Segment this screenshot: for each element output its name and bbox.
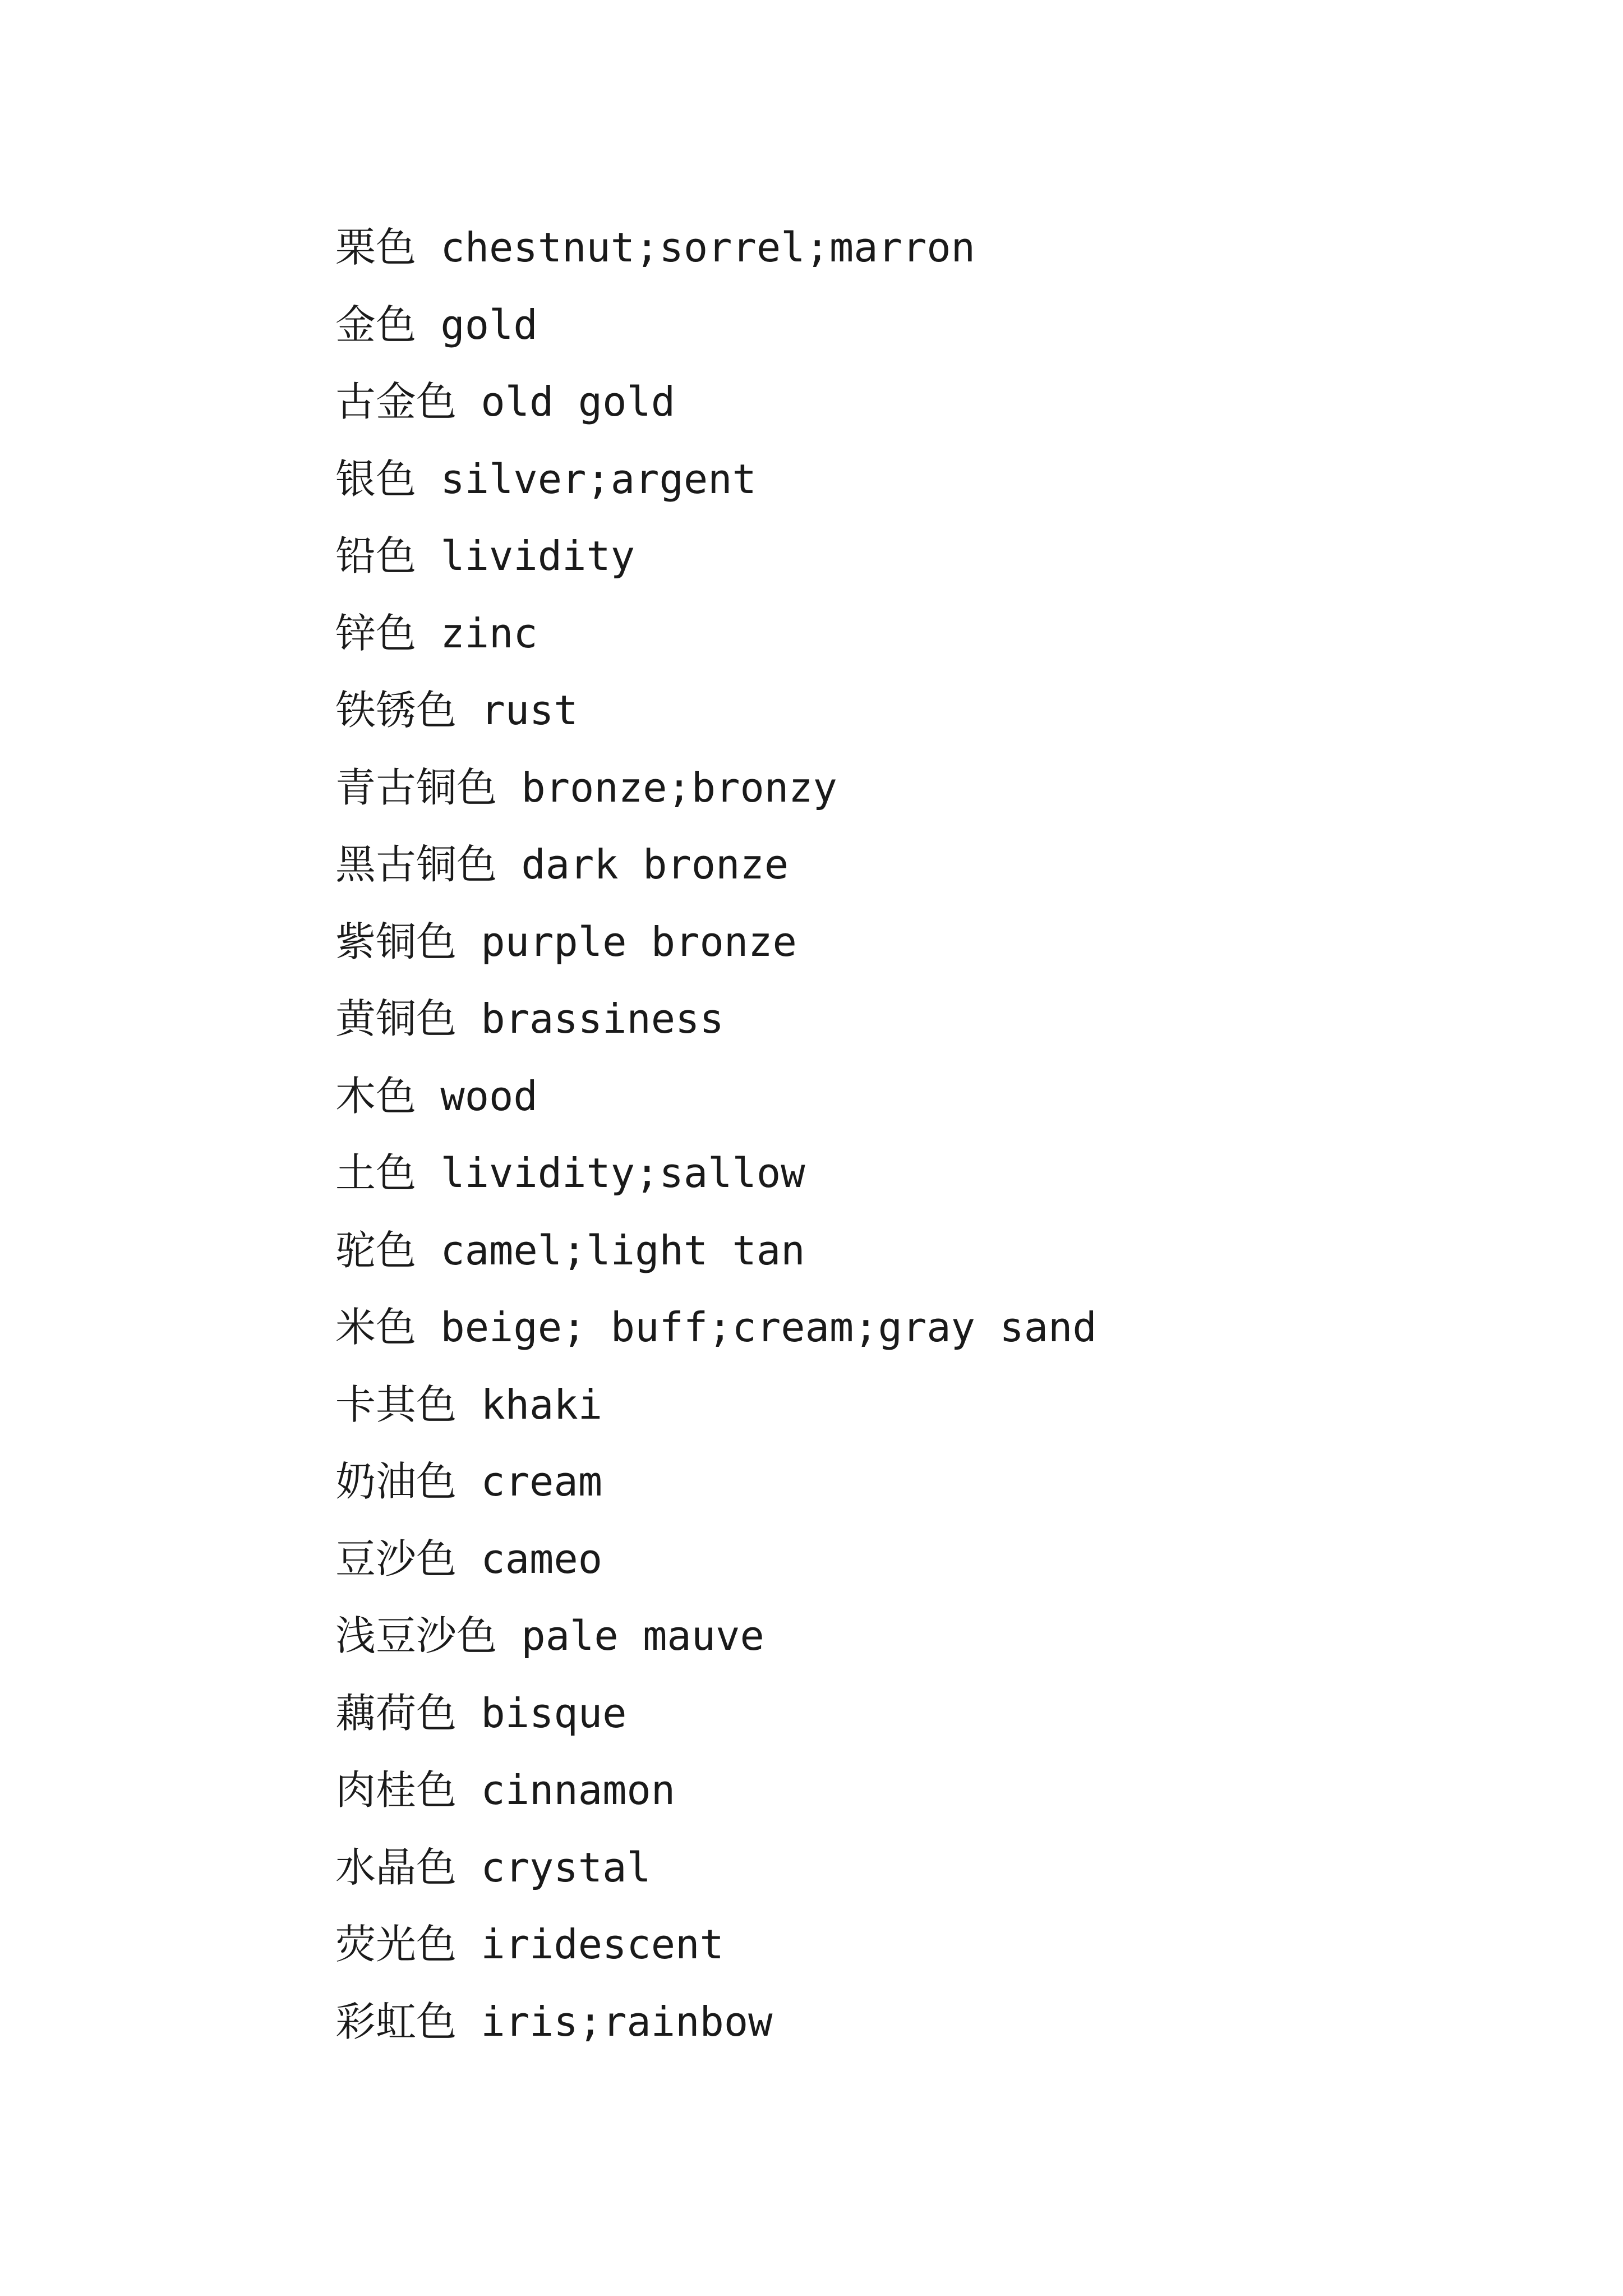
list-item: 铁锈色 rust xyxy=(335,687,578,734)
color-term-list xyxy=(335,209,1097,2060)
list-item: 浅豆沙色 pale mauve xyxy=(335,1612,764,1659)
list-item: 古金色 old gold xyxy=(335,378,676,425)
list-item: 藕荷色 bisque xyxy=(335,1689,627,1737)
list-item: 奶油色 cream xyxy=(335,1458,603,1505)
list-item: 栗色 chestnut;sorrel;marron xyxy=(335,224,975,271)
list-item: 豆沙色 cameo xyxy=(335,1535,603,1582)
list-item: 银色 silver;argent xyxy=(335,455,757,503)
list-item: 青古铜色 bronze;bronzy xyxy=(335,763,837,811)
list-item: 水晶色 crystal xyxy=(335,1843,651,1891)
list-item: 彩虹色 iris;rainbow xyxy=(335,1998,773,2045)
list-item: 荧光色 iridescent xyxy=(335,1921,724,1968)
list-item: 紫铜色 purple bronze xyxy=(335,918,797,965)
list-item: 铅色 lividity xyxy=(335,532,635,579)
list-item: 黑古铜色 dark bronze xyxy=(335,841,789,888)
list-item: 土色 lividity;sallow xyxy=(335,1149,805,1197)
list-item: 锌色 zinc xyxy=(335,609,538,657)
list-item: 驼色 camel;light tan xyxy=(335,1226,805,1274)
list-item: 肉桂色 cinnamon xyxy=(335,1766,676,1814)
list-item: 金色 gold xyxy=(335,301,538,348)
list-item: 米色 beige; buff;cream;gray sand xyxy=(335,1304,1097,1351)
list-item: 黄铜色 brassiness xyxy=(335,995,724,1042)
list-item: 木色 wood xyxy=(335,1072,538,1120)
list-item: 卡其色 khaki xyxy=(335,1381,603,1428)
